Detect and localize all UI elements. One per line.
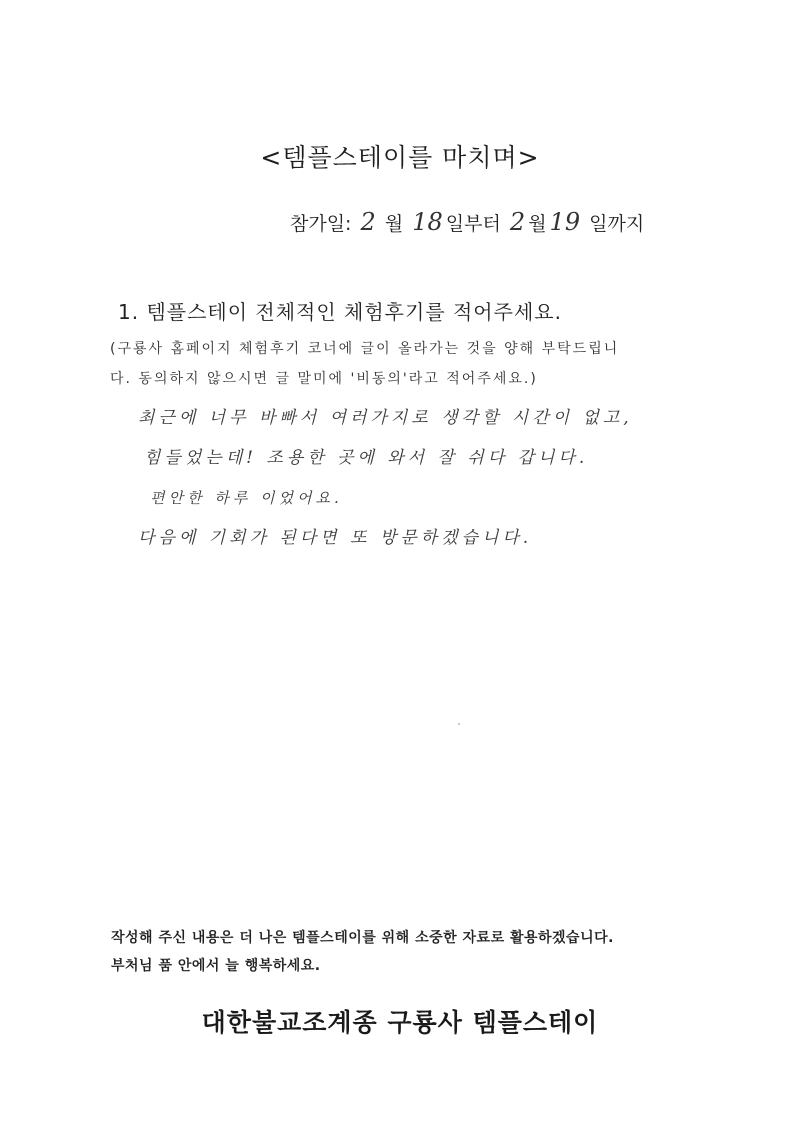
answer-line: 편안한 하루 이었어요. (150, 489, 343, 507)
answer-line: 힘들었는데! 조용한 곳에 와서 잘 쉬다 갑니다. (144, 448, 589, 468)
answer-line: 최근에 너무 바빠서 여러가지로 생각할 시간이 없고, (138, 408, 633, 428)
organization-name: 대한불교조계종 구룡사 템플스테이 (201, 1008, 599, 1037)
question-1: 1. 템플스테이 전체적인 체험후기를 적어주세요. (118, 300, 562, 324)
start-day-handwritten: 18 (412, 208, 443, 236)
from-text: 일부터 (445, 213, 501, 235)
answer-line: 다음에 기회가 된다면 또 방문하겠습니다. (138, 528, 533, 548)
until-text: 일까지 (589, 213, 645, 235)
participation-label: 참가일: (290, 213, 352, 235)
start-month-handwritten: 2 (360, 208, 376, 236)
scan-speck (458, 723, 460, 725)
participation-dates (290, 208, 644, 236)
footer-line: 부처님 품 안에서 늘 행복하세요. (111, 958, 321, 974)
footer-line: 작성해 주신 내용은 더 나은 템플스테이를 위해 소중한 자료로 활용하겠습니다. (111, 930, 614, 946)
end-day-handwritten: 19 (549, 208, 581, 236)
footer-message (111, 924, 711, 980)
end-month-handwritten: 2 (509, 208, 526, 236)
consent-note (110, 334, 700, 394)
page-title: <템플스테이를 마치며> (260, 143, 540, 172)
month-unit-2: 월 (528, 213, 547, 235)
consent-note-line: (구룡사 홈페이지 체험후기 코너에 글이 올라가는 것을 양해 부탁드립니 (110, 341, 620, 357)
month-unit-1: 월 (384, 213, 404, 235)
handwritten-answer (138, 398, 698, 558)
consent-note-line: 다. 동의하지 않으시면 글 말미에 '비동의'라고 적어주세요.) (110, 371, 538, 387)
